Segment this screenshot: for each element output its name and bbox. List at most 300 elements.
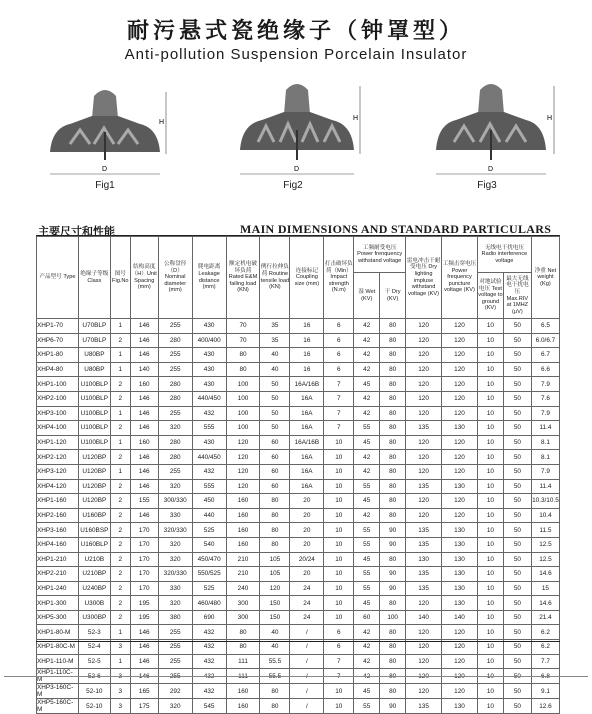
table-cell: 135 [406,581,442,596]
table-cell: 2 [110,377,130,392]
table-row [37,406,560,421]
table-cell: 130 [442,699,478,714]
table-cell: 6.8 [531,669,559,684]
table-cell: 690 [192,610,226,625]
table-cell: 146 [130,406,158,421]
table-cell: 7 [324,421,354,436]
table-cell: 120 [406,669,442,684]
table-cell: 10 [477,699,503,714]
table-cell: 120 [442,319,478,334]
header-weight: 净重 Net weight (Kg) [531,237,559,319]
table-cell: 16A [290,421,324,436]
table-cell: XHP1-160 [37,494,79,509]
table-row [37,684,560,699]
table-cell: 120 [442,640,478,655]
table-cell: XHP3-160C-M [37,684,79,699]
table-cell: 7.6 [531,391,559,406]
table-cell: 150 [260,610,290,625]
table-cell: 10 [324,508,354,523]
table-cell: 280 [158,377,192,392]
table-cell: XHP1-80C-M [37,640,79,655]
specs-table [36,236,560,714]
table-cell: 140 [130,362,158,377]
header-coupling: 连接标记 Coupling size (mm) [290,237,324,319]
table-cell: 555 [192,421,226,436]
footer-rule [4,676,588,677]
header-leakage: 爬电距离 Leakage distance (mm) [192,237,226,319]
table-row [37,333,560,348]
table-cell: 80 [226,348,260,363]
table-cell: 120 [442,669,478,684]
table-cell: / [290,699,324,714]
table-cell: XHP3-160 [37,523,79,538]
table-cell: 16A [290,406,324,421]
table-cell: 16A/16B [290,377,324,392]
table-cell: 55.5 [260,669,290,684]
table-cell: 320 [158,421,192,436]
table-cell: 240 [226,581,260,596]
table-cell: 80 [380,625,406,640]
table-cell: 320 [158,596,192,611]
table-cell: 11.5 [531,523,559,538]
table-cell: 120 [442,684,478,699]
table-cell: 280 [158,333,192,348]
table-cell: XHP1-240 [37,581,79,596]
table-cell: 7.9 [531,464,559,479]
table-cell: 440/450 [192,391,226,406]
table-cell: 7.9 [531,406,559,421]
table-cell: 50 [503,508,531,523]
table-cell: 120 [226,479,260,494]
table-cell: 280 [158,391,192,406]
table-cell: 460/480 [192,596,226,611]
table-cell: 7.9 [531,377,559,392]
table-cell: U80BP [78,348,110,363]
table-cell: 146 [130,450,158,465]
dim-h-label-3: H [547,115,553,122]
table-cell: 10 [477,523,503,538]
table-cell: 16 [290,319,324,334]
table-cell: 90 [380,567,406,582]
header-dry: 干 Dry (KV) [380,273,406,319]
table-cell: 50 [503,684,531,699]
table-cell: 90 [380,581,406,596]
table-cell: U300B [78,596,110,611]
table-cell: U160BP [78,508,110,523]
table-cell: 255 [158,625,192,640]
insulator-figure-2 [222,74,372,194]
table-cell: XHP4-120 [37,479,79,494]
header-spacing: 结构高度（H）Unit Spacing (mm) [130,237,158,319]
header-riv-test: 对地试验电压 Test voltage to ground (KV) [477,273,503,319]
table-cell: 160 [226,523,260,538]
table-cell: 45 [354,377,380,392]
table-cell: 146 [130,464,158,479]
table-cell: 120 [406,625,442,640]
table-cell: 540 [192,537,226,552]
table-cell: 80 [380,684,406,699]
table-row [37,699,560,714]
table-cell: 7 [324,654,354,669]
table-cell: 12.5 [531,537,559,552]
table-cell: 155 [130,494,158,509]
table-row [37,319,560,334]
table-cell: 50 [503,581,531,596]
table-cell: 160 [226,537,260,552]
table-cell: 42 [354,406,380,421]
table-cell: U100BLP [78,435,110,450]
table-cell: 10 [324,684,354,699]
table-cell: 146 [130,640,158,655]
table-cell: 80 [380,450,406,465]
table-cell: 330 [158,508,192,523]
table-cell: 432 [192,684,226,699]
table-cell: 80 [260,699,290,714]
table-cell: 70 [226,333,260,348]
table-cell: 14.6 [531,596,559,611]
table-cell: 1 [110,406,130,421]
table-cell: / [290,669,324,684]
table-cell: 255 [158,640,192,655]
specs-table-body [37,319,560,714]
header-wet: 湿 Wet (KV) [354,273,380,319]
table-cell: 10 [477,450,503,465]
table-cell: 120 [226,435,260,450]
section-title-en: MAIN DIMENSIONS AND STANDARD PARTICULARS [240,222,552,236]
table-cell: 2 [110,523,130,538]
table-cell: 2 [110,391,130,406]
header-riv-group: 无线电干扰电压 Radio interference voltage [477,237,531,273]
dim-d-label-3: D [488,166,494,173]
table-cell: 10.3/10.5 [531,494,559,509]
table-cell: 120 [406,391,442,406]
table-row [37,348,560,363]
table-cell: 55 [354,479,380,494]
table-cell: 120 [406,435,442,450]
table-cell: XHP1-100 [37,377,79,392]
table-cell: 2 [110,537,130,552]
table-cell: 146 [130,391,158,406]
table-cell: 170 [130,537,158,552]
table-cell: 430 [192,348,226,363]
table-cell: 120 [406,494,442,509]
header-puncture: 工频击穿电压 Power frequency puncture voltage (KV) [442,237,478,319]
table-cell: 210 [226,567,260,582]
table-cell: 52-10 [78,699,110,714]
table-cell: 20 [290,494,324,509]
table-cell: 40 [260,362,290,377]
table-row [37,391,560,406]
table-cell: 292 [158,684,192,699]
table-cell: 320/330 [158,523,192,538]
table-row [37,508,560,523]
table-cell: 42 [354,450,380,465]
table-cell: 160 [130,435,158,450]
dim-d-label-2: D [294,166,300,173]
table-cell: 120 [406,333,442,348]
table-cell: 1 [110,348,130,363]
table-cell: U160BSP [78,523,110,538]
table-cell: 120 [442,391,478,406]
table-cell: 42 [354,333,380,348]
table-row [37,537,560,552]
table-cell: 80 [380,654,406,669]
table-cell: 120 [442,464,478,479]
table-cell: 146 [130,625,158,640]
table-cell: 55 [354,699,380,714]
table-cell: 10 [324,567,354,582]
table-cell: U100BLP [78,406,110,421]
table-cell: 15 [531,581,559,596]
table-cell: 42 [354,319,380,334]
table-cell: 120 [442,435,478,450]
table-cell: 2 [110,494,130,509]
table-cell: 120 [406,596,442,611]
table-cell: 7 [324,377,354,392]
table-cell: 20/24 [290,552,324,567]
table-cell: 2 [110,508,130,523]
table-cell: XHP4-160 [37,537,79,552]
table-cell: 10 [477,537,503,552]
table-cell: 12.5 [531,552,559,567]
table-cell: 2 [110,450,130,465]
table-cell: XHP1-210 [37,552,79,567]
table-cell: 255 [158,654,192,669]
table-cell: 146 [130,333,158,348]
table-cell: 146 [130,479,158,494]
table-cell: 280 [158,435,192,450]
table-cell: 432 [192,625,226,640]
insulator-drawing-1 [30,74,180,184]
table-cell: 3 [110,699,130,714]
table-cell: 8.1 [531,435,559,450]
table-cell: 90 [380,699,406,714]
table-cell: XHP1-110C-M [37,669,79,684]
table-cell: 10 [477,406,503,421]
table-cell: 6.2 [531,625,559,640]
table-cell: 2 [110,479,130,494]
table-cell: 135 [406,523,442,538]
table-cell: 55.5 [260,654,290,669]
table-cell: 6 [324,333,354,348]
table-cell: 255 [158,319,192,334]
table-cell: 2 [110,610,130,625]
table-cell: 10.4 [531,508,559,523]
table-cell: 20 [290,537,324,552]
table-cell: 160 [226,508,260,523]
table-cell: 130 [442,581,478,596]
fig1-label: Fig1 [95,180,115,191]
table-cell: 130 [442,479,478,494]
table-cell: 40 [260,348,290,363]
table-cell: 120 [260,581,290,596]
table-cell: 50 [503,348,531,363]
table-cell: 16A [290,450,324,465]
table-cell: 2 [110,581,130,596]
table-cell: 100 [380,610,406,625]
table-cell: 50 [260,391,290,406]
table-cell: 165 [130,684,158,699]
table-cell: 50 [503,319,531,334]
table-cell: 146 [130,421,158,436]
table-cell: 11.4 [531,479,559,494]
table-cell: 1 [110,362,130,377]
table-cell: 10 [477,362,503,377]
table-cell: 1 [110,435,130,450]
table-cell: 10 [477,684,503,699]
table-cell: 50 [503,567,531,582]
table-cell: U300BP [78,610,110,625]
header-type: 产品型号 Type [37,237,79,319]
table-cell: 90 [380,537,406,552]
table-cell: 130 [406,552,442,567]
table-cell: U120BP [78,464,110,479]
table-cell: 195 [130,596,158,611]
table-cell: 52-3 [78,625,110,640]
table-cell: 120 [406,684,442,699]
table-cell: 1 [110,319,130,334]
table-cell: 45 [354,435,380,450]
table-cell: 130 [442,596,478,611]
table-cell: 175 [130,699,158,714]
table-cell: 10 [477,654,503,669]
table-cell: 50 [503,450,531,465]
table-cell: 10 [477,319,503,334]
table-cell: XHP5-300 [37,610,79,625]
table-cell: 525 [192,523,226,538]
table-cell: 50 [260,421,290,436]
table-cell: 105 [260,567,290,582]
table-cell: 135 [406,537,442,552]
table-cell: 150 [260,596,290,611]
dim-d-label-1: D [102,166,108,173]
table-cell: 2 [110,421,130,436]
table-cell: 320 [158,479,192,494]
table-cell: 12.6 [531,699,559,714]
table-cell: 60 [260,435,290,450]
table-cell: 170 [130,523,158,538]
table-cell: XHP1-110-M [37,654,79,669]
header-fig: 图号 Fig.No [110,237,130,319]
table-cell: 45 [354,684,380,699]
table-cell: 80 [380,508,406,523]
table-cell: 10 [477,581,503,596]
table-cell: 6.0/6.7 [531,333,559,348]
table-cell: XHP4-100 [37,421,79,436]
header-class: 绝缘子等级 Class [78,237,110,319]
table-cell: 10 [477,435,503,450]
table-cell: 9.1 [531,684,559,699]
table-cell: 10 [477,669,503,684]
table-cell: 400/400 [192,333,226,348]
table-cell: XHP5-160C-M [37,699,79,714]
table-cell: 60 [260,464,290,479]
table-cell: 8.1 [531,450,559,465]
insulator-figure-1 [30,74,180,194]
table-cell: 120 [406,319,442,334]
table-row [37,450,560,465]
table-cell: U70BLP [78,319,110,334]
table-row [37,625,560,640]
table-row [37,377,560,392]
table-cell: XHP1-80 [37,348,79,363]
table-cell: 135 [406,479,442,494]
table-cell: 50 [503,362,531,377]
table-cell: 7 [324,669,354,684]
table-cell: U120BP [78,450,110,465]
table-cell: 60 [260,479,290,494]
table-cell: 120 [442,494,478,509]
table-cell: 50 [503,523,531,538]
table-cell: 40 [260,640,290,655]
table-cell: XHP2-210 [37,567,79,582]
table-cell: 20 [290,567,324,582]
header-routine-load: 例行拉伸负荷 Routine tensile load (KN) [260,237,290,319]
table-cell: 80 [380,391,406,406]
page-title-en: Anti-pollution Suspension Porcelain Insulator [124,46,468,63]
table-cell: 50 [503,537,531,552]
table-cell: 120 [406,508,442,523]
table-cell: 10 [324,581,354,596]
table-cell: 10 [477,348,503,363]
table-cell: 120 [406,464,442,479]
table-cell: XHP1-80-M [37,625,79,640]
table-cell: 120 [406,640,442,655]
table-cell: 10 [477,552,503,567]
table-cell: 60 [354,610,380,625]
table-cell: 120 [406,450,442,465]
table-cell: 195 [130,610,158,625]
table-cell: 80 [380,552,406,567]
table-cell: 10 [477,464,503,479]
table-cell: XHP2-100 [37,391,79,406]
table-cell: 50 [503,464,531,479]
table-row [37,654,560,669]
table-cell: 430 [192,435,226,450]
table-cell: 55 [354,523,380,538]
table-cell: XHP1-70 [37,319,79,334]
table-cell: 545 [192,699,226,714]
table-cell: 255 [158,464,192,479]
table-cell: 24 [290,596,324,611]
table-cell: 52-6 [78,669,110,684]
table-cell: 42 [354,640,380,655]
table-cell: 52-10 [78,684,110,699]
table-cell: 146 [130,654,158,669]
table-cell: 10 [324,450,354,465]
table-cell: 320/330 [158,567,192,582]
table-cell: 80 [260,537,290,552]
dim-h-label-2: H [353,115,359,122]
table-cell: 130 [442,537,478,552]
insulator-drawing-2 [222,74,372,184]
table-cell: 170 [130,552,158,567]
table-cell: 7 [324,391,354,406]
table-cell: 35 [260,333,290,348]
table-cell: 120 [406,654,442,669]
table-cell: 16 [290,362,324,377]
table-cell: 45 [354,552,380,567]
table-cell: 7.7 [531,654,559,669]
table-cell: U100BLP [78,377,110,392]
table-cell: 50 [503,625,531,640]
table-cell: 255 [158,362,192,377]
table-cell: 42 [354,669,380,684]
table-cell: 14.6 [531,567,559,582]
table-cell: 35 [260,319,290,334]
table-cell: 24 [290,610,324,625]
table-cell: / [290,625,324,640]
